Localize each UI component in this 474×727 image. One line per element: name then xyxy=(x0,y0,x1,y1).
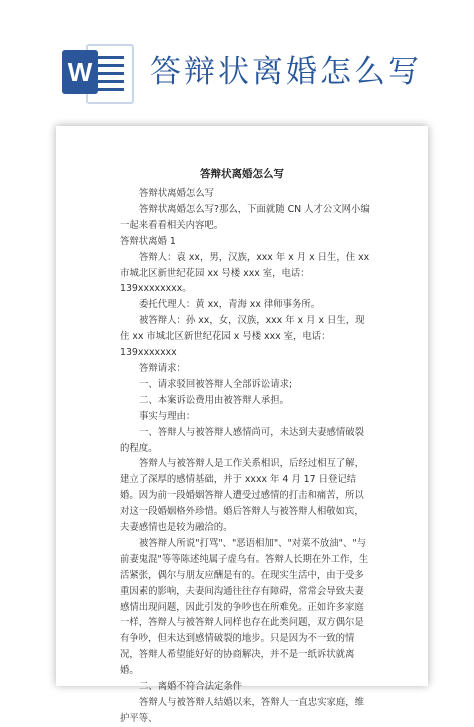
document-paragraph: 一、答辩人与被答辩人感情尚可，未达到夫妻感情破裂的程度。 xyxy=(120,426,365,454)
document-body xyxy=(120,186,370,727)
text-line-icon xyxy=(96,80,124,83)
text-line-icon xyxy=(96,88,124,91)
text-line-icon xyxy=(96,72,124,75)
document-paragraph: 一、请求驳回被答辩人全部诉讼请求; xyxy=(139,378,293,390)
document-paragraph: 答辩状离婚 1 xyxy=(120,235,176,247)
header-banner xyxy=(0,0,474,120)
document-title: 答辩状离婚怎么写 xyxy=(200,168,284,180)
word-document-icon xyxy=(62,40,132,104)
document-paragraph: 答辩人：袁 xx，男，汉族，xxx 年 x 月 x 日生，住 xx 市城北区新世纪花园 xx 号楼 xxx 室，电话：139xxxxxxxx。 xyxy=(120,251,370,295)
document-paragraph: 事实与理由： xyxy=(139,410,196,422)
document-paragraph: 二、本案诉讼费用由被答辩人承担。 xyxy=(139,394,290,406)
text-line-icon xyxy=(96,64,124,67)
document-paragraph: 被答辩人所说"打骂"、"恶语相加"、"对菜不放油"、"与前妻鬼混"等等陈述纯属子虚乌有。答辩人长期在外工作，生活紧张，偶尔与朋友应酬是有的。在现实生活中，由于受多重因素的影响，夫妻间沟通往往存有障碍，常常会导致夫妻感情出现问题，因此引发的争吵也在所难免。正如许多家庭一样，答辩人与被答辩人同样也存在此类问题，双方偶尔是有争吵，但未达到感情破裂的地步。只是因为不一致的情况，答辩人希望能好好的协商解决，并不是一纸诉状就离婚。 xyxy=(120,537,369,677)
text-line-icon xyxy=(96,56,124,59)
document-paragraph: 委托代理人：黄 xx，青海 xx 律师事务所。 xyxy=(139,299,321,311)
document-paragraph: 答辩状离婚怎么写?那么，下面就随 CN 人才公文网小编一起来看看相关内容吧。 xyxy=(120,203,370,231)
document-page xyxy=(56,126,428,724)
document-paragraph: 答辩人与被答辩人结婚以来，答辩人一直忠实家庭，维护平等、 xyxy=(120,697,365,724)
document-paragraph: 被答辩人：孙 xx，女，汉族，xxx 年 x 月 x 日生，现住 xx 市城北区新世纪花园 x 号楼 xxx 室，电话：139xxxxxxx xyxy=(120,315,365,359)
document-paragraph: 答辩状离婚怎么写 xyxy=(139,188,215,199)
word-logo-badge: W xyxy=(62,50,98,94)
document-paragraph: 二、离婚不符合法定条件 xyxy=(139,681,243,693)
document-paragraph: 答辩人与被答辩人是工作关系相识，后经过相互了解，建立了深厚的感情基础，并于 xxxx 年 4 月 17 日登记结婚。因为前一段婚姻答辩人遭受过感情的打击和痛苦，所以对这一段婚姻格外珍惜。婚后答辩人与被答辩人相敬如宾，夫妻感情也是较为融洽的。 xyxy=(120,458,365,534)
document-paragraph: 答辩请求： xyxy=(139,362,186,374)
banner-title: 答辩状离婚怎么写 xyxy=(150,54,422,90)
